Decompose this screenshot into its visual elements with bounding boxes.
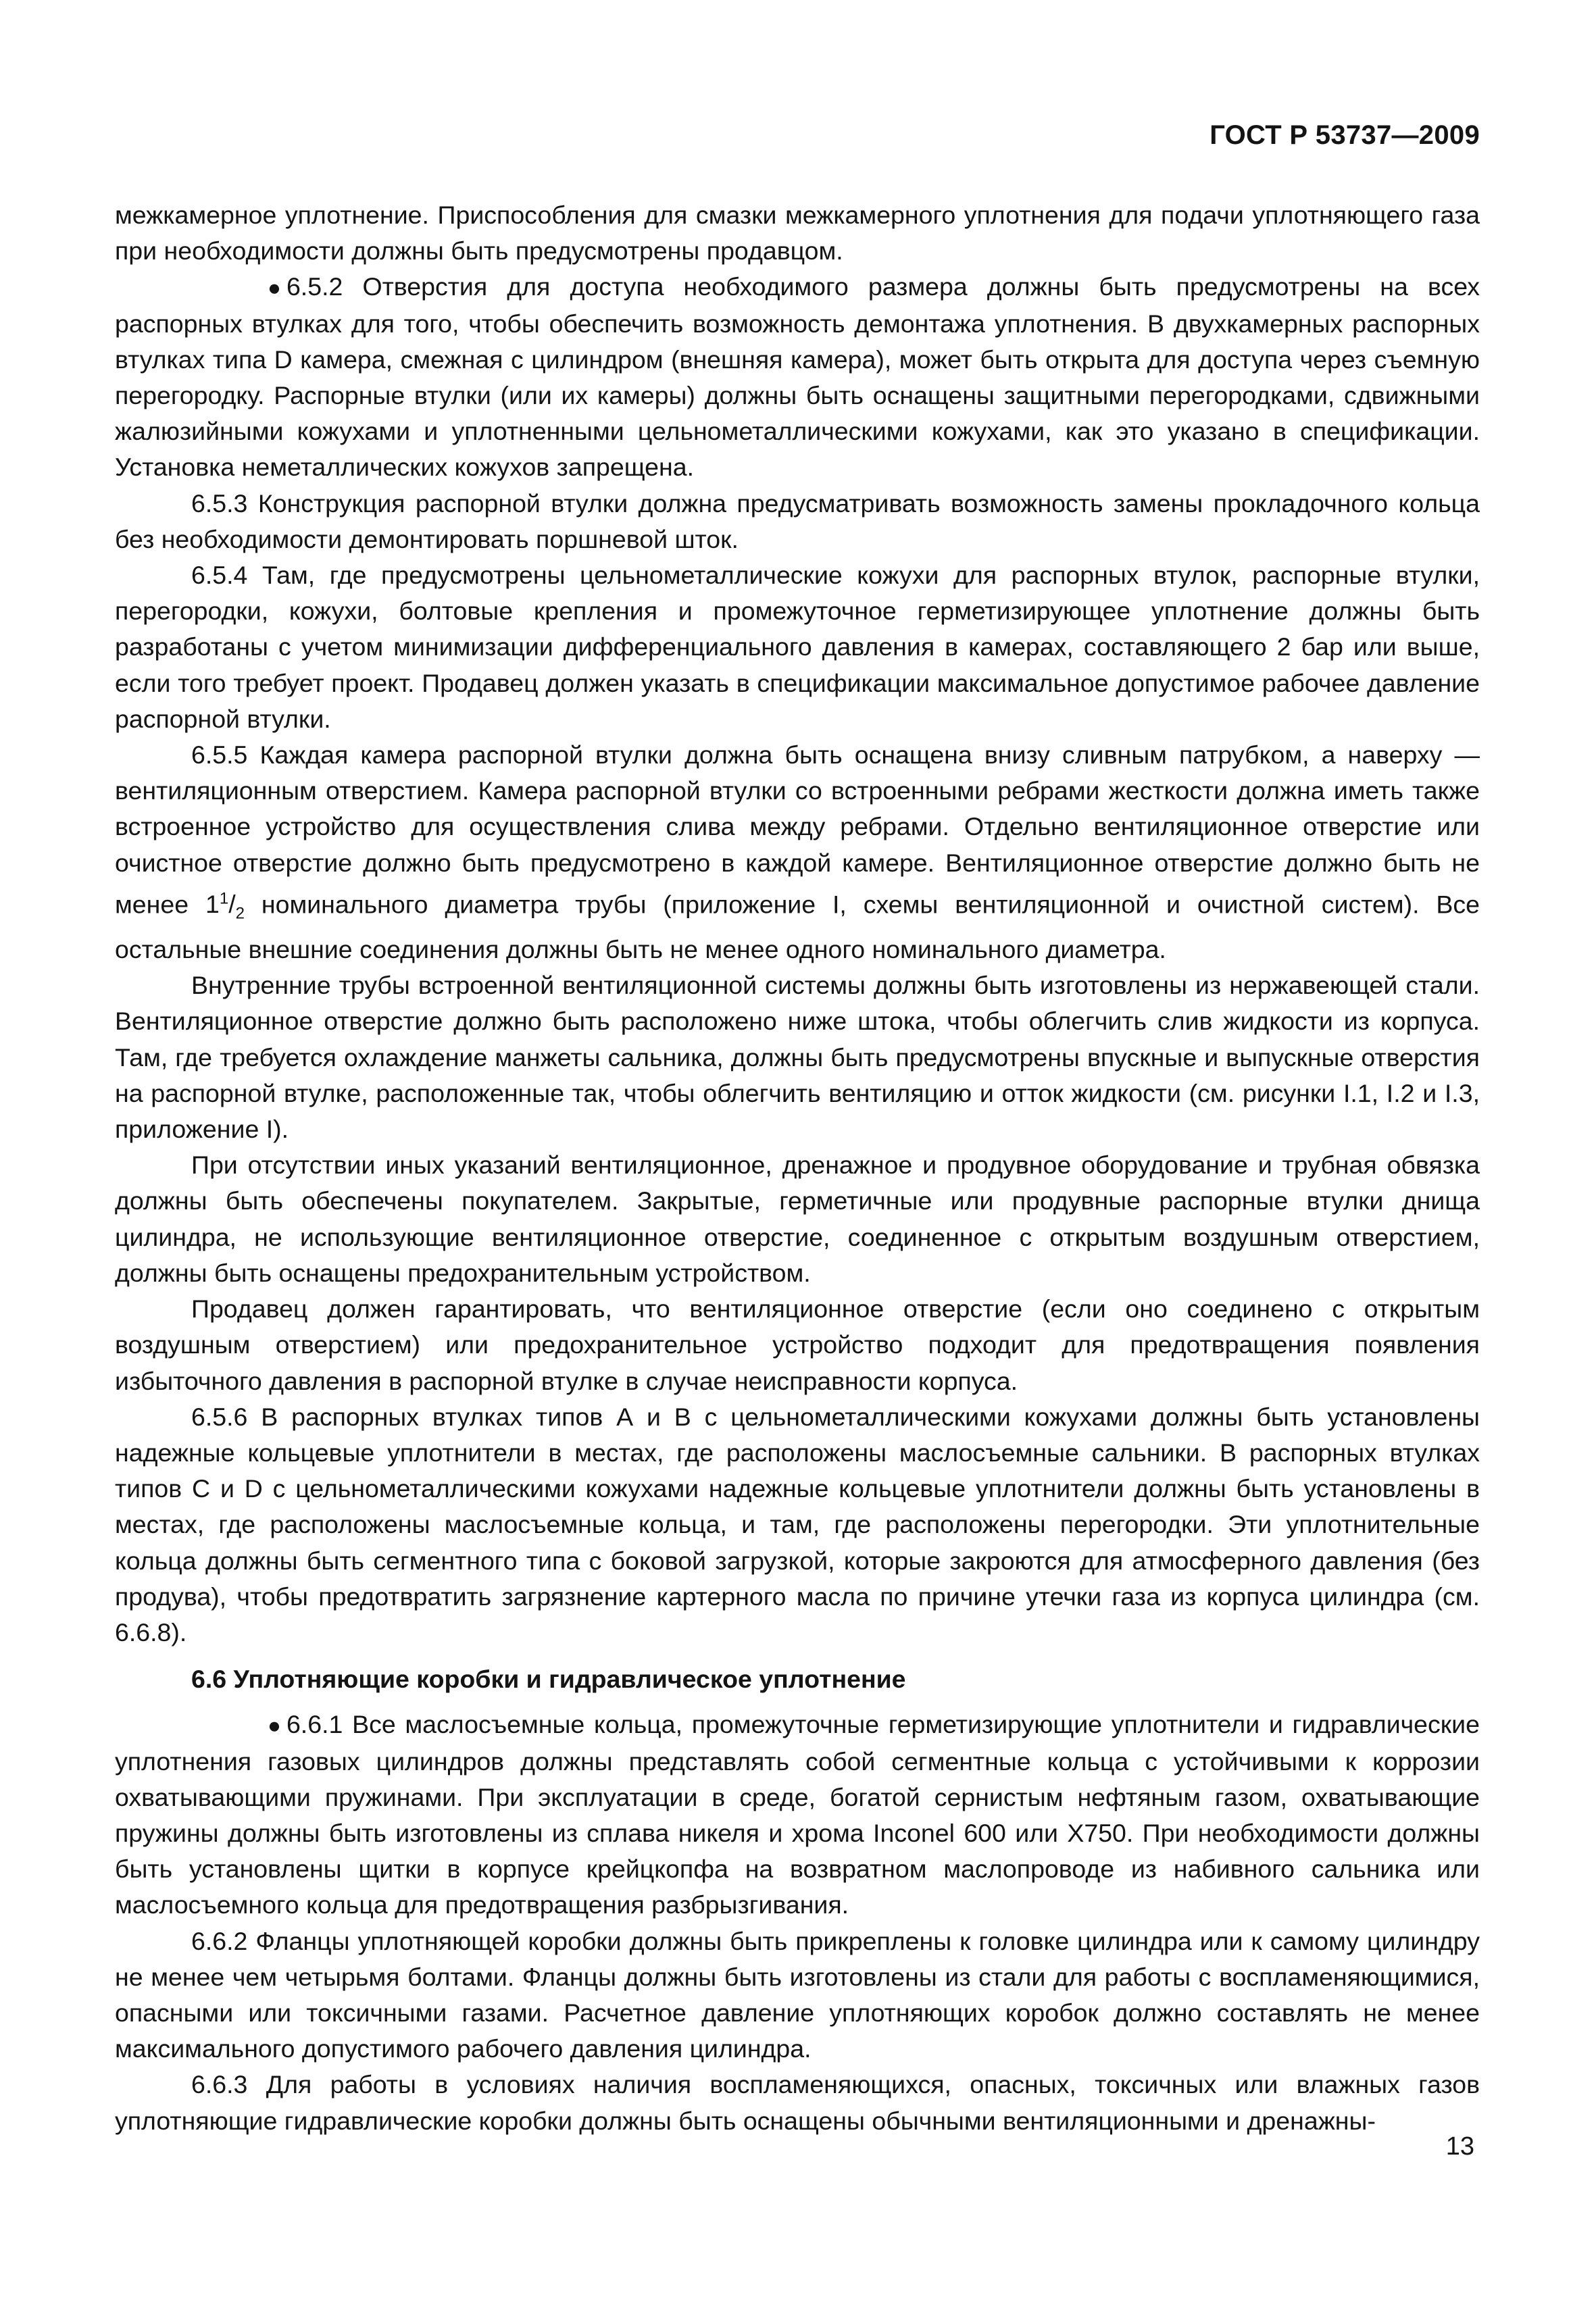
fraction-one-and-half: [205, 889, 245, 923]
paragraph-6-5-5: [115, 737, 1480, 967]
body-text: [115, 197, 1480, 2139]
paragraph-venting-equipment: При отсутствии иных указаний вентиляционное, дренажное и продувное оборудование и трубная обвязка должны быть обеспечены покупателем. Закрытые, герметичные или продувные распорные втулки днища цилиндра, не использующие вентиляционное отверстие, соединенное с открытым воздушным отверстием, должны быть оснащены предохранительным устройством.: [115, 1151, 1480, 1287]
standard-designation: ГОСТ Р 53737—2009: [1210, 120, 1480, 150]
paragraph-6-5-2-text: 6.5.2 Отверстия для доступа необходимого размера должны быть предусмотрены на всех распорных втулках для того, чтобы обеспечить возможность демонтажа уплотнения. В двухкамерных распорных втулках типа D камера, смежная с цилиндром (внешняя камера), может быть открыта для доступа через съемную перегородку. Распорные втулки (или их камеры) должны быть оснащены защитными перегородками, сдвижными жалюзийными кожухами и уплотненными цельнометаллическими кожухами, как это указано в спецификации. Установка неметаллических кожухов запрещена.: [115, 272, 1480, 482]
paragraph-6-5-6: 6.5.6 В распорных втулках типов А и В с цельнометаллическими кожухами должны быть установлены надежные кольцевые уплотнители в местах, где расположены маслосъемные сальники. В распорных втулках типов С и D с цельнометаллическими кожухами надежные кольцевые уплотнители должны быть установлены в местах, где расположены маслосъемные кольца, и там, где расположены перегородки. Эти уплотнительные кольца должны быть сегментного типа с боковой загрузкой, которые закроются для атмосферного давления (без продува), чтобы предотвратить загрязнение картерного масла по причине утечки газа из корпуса цилиндра (см. 6.6.8).: [115, 1402, 1480, 1646]
fraction-denominator: 2: [235, 904, 245, 923]
paragraph-6-5-3: 6.5.3 Конструкция распорной втулки должна предусматривать возможность замены прокладочного кольца без необходимости демонтировать поршневой шток.: [115, 488, 1480, 553]
paragraph-6-6-2: 6.6.2 Фланцы уплотняющей коробки должны быть прикреплены к головке цилиндра или к самому цилиндру не менее чем четырьмя болтами. Фланцы должны быть изготовлены из стали для работы с воспламеняющимися, опасными или токсичными газами. Расчетное давление уплотняющих коробок должно составлять не менее максимального допустимого рабочего давления цилиндра.: [115, 1926, 1480, 2063]
fraction-numerator: 1: [219, 889, 229, 908]
paragraph-6-5-4: 6.5.4 Там, где предусмотрены цельнометаллические кожухи для распорных втулок, распорные втулки, перегородки, кожухи, болтовые крепления и промежуточное герметизирующее уплотнение должны быть разработаны с учетом минимизации дифференциального давления в камерах, составляющего 2 бар или выше, если того требует проект. Продавец должен указать в спецификации максимальное допустимое рабочее давление распорной втулки.: [115, 561, 1480, 733]
paragraph-6-5-2: [115, 269, 1480, 485]
paragraph-seller-guarantee: Продавец должен гарантировать, что вентиляционное отверстие (если оно соединено с открытым воздушным отверстием) или предохранительное устройство подходит для предотвращения появления избыточного давления в распорной втулке в случае неисправности корпуса.: [115, 1294, 1480, 1395]
page-number: 13: [1445, 2132, 1474, 2161]
change-marker-icon: ●: [268, 1713, 281, 1738]
fraction-slash: /: [228, 890, 236, 919]
change-marker-icon: ●: [268, 275, 281, 301]
paragraph-6-6-1: [115, 1707, 1480, 1923]
section-heading-6-6: 6.6 Уплотняющие коробки и гидравлическое уплотнение: [191, 1665, 906, 1694]
paragraph-internal-pipes: Внутренние трубы встроенной вентиляционной системы должны быть изготовлены из нержавеющей стали. Вентиляционное отверстие должно быть расположено ниже штока, чтобы облегчить слив жидкости из корпуса. Там, где требуется охлаждение манжеты сальника, должны быть предусмотрены впускные и выпускные отверстия на распорной втулке, расположенные так, чтобы облегчить вентиляцию и отток жидкости (см. рисунки I.1, I.2 и I.3, приложение I).: [115, 971, 1480, 1144]
paragraph-6-6-1-text: 6.6.1 Все маслосъемные кольца, промежуточные герметизирующие уплотнители и гидравлические уплотнения газовых цилиндров должны представлять собой сегментные кольца с устойчивыми к коррозии охватывающими пружинами. При эксплуатации в среде, богатой сернистым нефтяным газом, охватывающие пружины должны быть изготовлены из сплава никеля и хрома Inconel 600 или Х750. При необходимости должны быть установлены щитки в корпусе крейцкопфа на возвратном маслопроводе из набивного сальника или маслосъемного кольца для предотвращения разбрызгивания.: [115, 1710, 1480, 1919]
fraction-whole: 1: [205, 890, 220, 919]
paragraph-6-6-3: 6.6.3 Для работы в условиях наличия воспламеняющихся, опасных, токсичных или влажных газов уплотняющие гидравлические коробки должны быть оснащены обычными вентиляционными и дренажны-: [115, 2070, 1480, 2135]
paragraph-continuation: межкамерное уплотнение. Приспособления для смазки межкамерного уплотнения для подачи уплотняющего газа при необходимости должны быть предусмотрены продавцом.: [115, 201, 1480, 266]
paragraph-6-5-5-text-a: 6.5.5 Каждая камера распорной втулки должна быть оснащена внизу сливным патрубком, а наверху — вентиляционным отверстием. Камера распорной втулки со встроенными ребрами жесткости должна иметь также встроенное устройство для осуществления слива между ребрами. Отдельно вентиляционное отверстие или очистное отверстие должно быть предусмотрено в каждой камере. Вентиляционное отверстие должно быть не менее: [115, 740, 1480, 919]
paragraph-6-5-5-text-b: номинального диаметра трубы (приложение I, схемы вентиляционной и очистной систем). Все остальные внешние соединения должны быть не менее одного номинального диаметра.: [115, 890, 1480, 964]
